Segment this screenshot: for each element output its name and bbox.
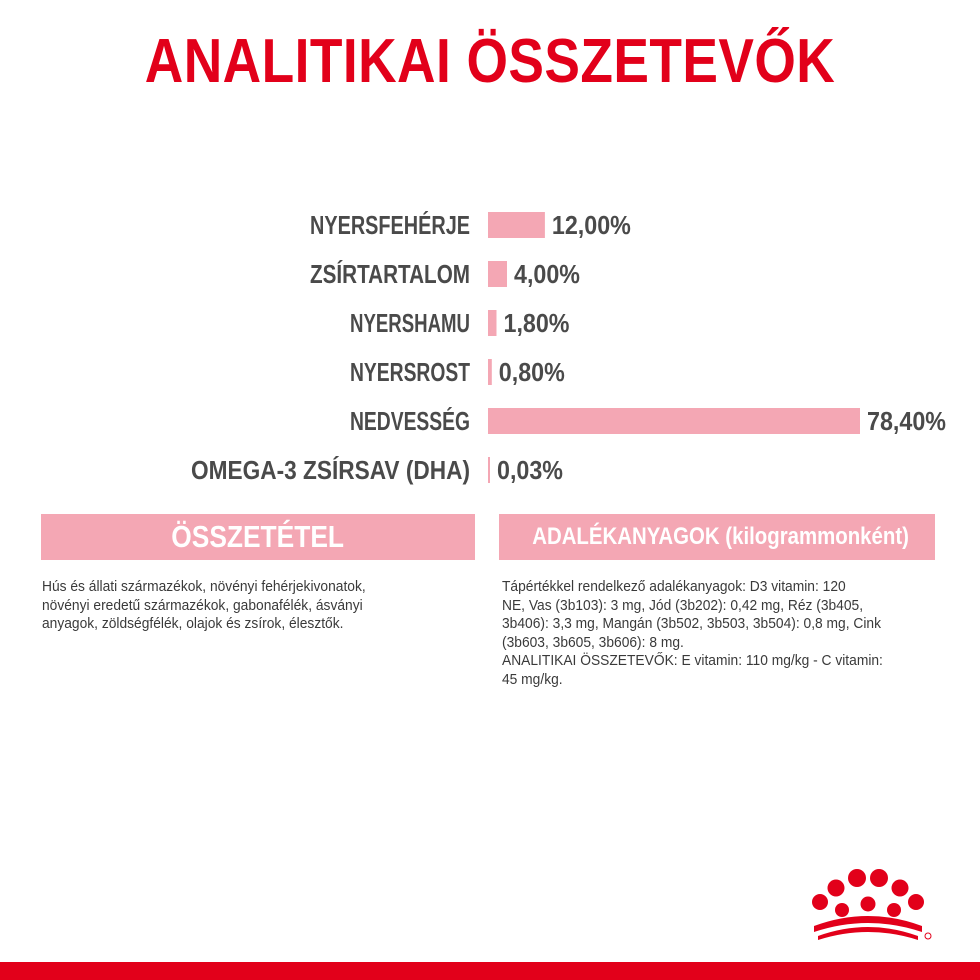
additives-line: 45 mg/kg.: [502, 670, 563, 688]
bar: [488, 408, 860, 434]
royal-canin-crown-logo-icon: [806, 866, 934, 942]
bar: [488, 310, 497, 336]
additives-line: ANALITIKAI ÖSSZETEVŐK: E vitamin: 110 mg/kg - C vitamin:: [502, 652, 883, 669]
additives-line: NE, Vas (3b103): 3 mg, Jód (3b202): 0,42 mg, Réz (3b405,: [502, 596, 864, 614]
composition-text: [42, 578, 472, 634]
category-label: NYERSFEHÉRJE: [310, 210, 470, 240]
composition-line: Hús és állati származékok, növényi fehérjekivonatok,: [42, 578, 366, 595]
bar: [488, 212, 545, 238]
bar: [488, 359, 492, 385]
composition-line: anyagok, zöldségfélék, olajok és zsírok, élesztők.: [42, 615, 344, 632]
additives-text: [502, 578, 942, 689]
bar: [488, 261, 507, 287]
category-label: NYERSHAMU: [350, 308, 470, 338]
bar: [488, 457, 490, 483]
additives-heading-label: ADALÉKANYAGOK (kilogrammonként): [532, 523, 909, 550]
value-label: 4,00%: [514, 259, 580, 289]
value-label: 1,80%: [503, 308, 570, 338]
bottom-brand-bar: [0, 962, 980, 980]
value-label: 0,03%: [497, 455, 563, 485]
category-label: NYERSROST: [350, 357, 471, 387]
composition-heading: [41, 514, 475, 560]
category-label: NEDVESSÉG: [350, 406, 470, 436]
value-label: 78,40%: [867, 406, 946, 436]
additives-line: (3b603, 3b605, 3b606): 8 mg.: [502, 633, 684, 651]
page-title: ANALITIKAI ÖSSZETEVŐK: [144, 27, 836, 96]
composition-line: növényi eredetű származékok, gabonafélék, ásványi: [42, 596, 363, 614]
additives-line: Tápértékkel rendelkező adalékanyagok: D3 vitamin: 120: [502, 578, 846, 595]
additives-heading: [499, 514, 935, 560]
value-label: 0,80%: [498, 357, 565, 387]
composition-heading-label: ÖSSZETÉTEL: [171, 519, 345, 554]
value-label: 12,00%: [551, 210, 631, 240]
additives-line: 3b406): 3,3 mg, Mangán (3b502, 3b503, 3b504): 0,8 mg, Cink: [502, 615, 881, 632]
category-label: OMEGA-3 ZSÍRSAV (DHA): [191, 455, 470, 485]
category-label: ZSÍRTARTALOM: [310, 259, 470, 289]
